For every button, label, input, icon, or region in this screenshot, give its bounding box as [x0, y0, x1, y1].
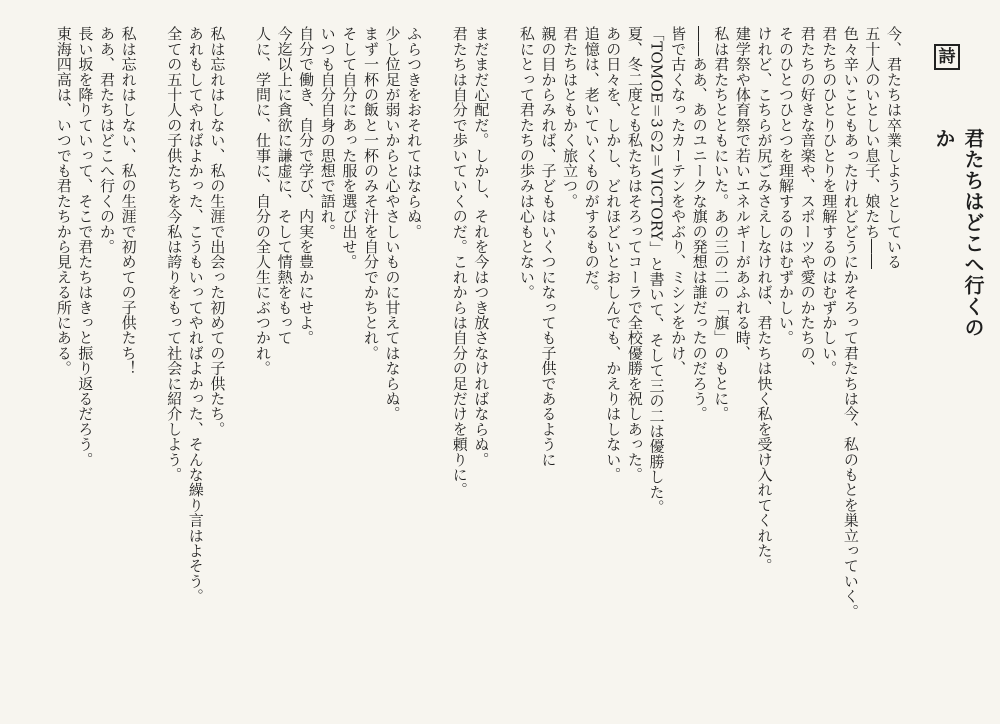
poem-line: いつも自分自身の思想で語れ。 [318, 26, 337, 239]
poem-line: 君たちのひとりひとりを理解するのはむずかしい。 [820, 26, 839, 376]
poem-line: あれもしてやればよかった、こうもいってやればよかった、そんな繰り言はよそう。 [186, 26, 205, 604]
poem-category-badge: 詩 [934, 44, 960, 70]
poem-line: 君たちはともかく旅立つ。 [561, 26, 580, 209]
poem-line: 親の目からみれば、子どもはいくつになっても子供であるように [539, 26, 558, 467]
poem-line: 皆で古くなったカーテンをやぶり、ミシンをかけ、 [669, 26, 688, 376]
poem-line: 私は君たちとともにいた。あの三の二の「旗」のもとに。 [712, 26, 731, 422]
poem-line: 東海四高は、いつでも君たちから見える所にある。 [54, 26, 73, 376]
poem-line: 色々辛いこともあったけれどどうにかそろって君たちは今、私のもとを巣立っていく。 [841, 26, 860, 619]
stanza-gap [227, 26, 251, 706]
stanza-gap [491, 26, 515, 706]
poem-line: 今迄以上に貪欲に謙虚に、そして情熱をもって [275, 26, 294, 346]
stanza-gap [28, 26, 52, 706]
poem-line: 長い坂を降りていって、そこで君たちはきっと振り返るだろう。 [76, 26, 95, 467]
poem-line: 少し位足が弱いからと心やさしいものに甘えてはならぬ。 [383, 26, 402, 422]
poem-line: まだまだ心配だ。しかし、それを今はつき放さなければならぬ。 [472, 26, 491, 467]
poem-line: 五十人のいとしい息子、娘たち―― [863, 26, 882, 270]
poem-line: まず一杯の飯と一杯のみそ汁を自分でかちとれ。 [361, 26, 380, 361]
poem-title: 君たちはどこへ行くのか [932, 128, 985, 338]
stanza-gap [424, 26, 448, 706]
poem-line: そのひとつひとつを理解するのはむずかしい。 [777, 26, 796, 346]
poem-line: 私にとって君たちの歩みは心もとない。 [517, 26, 536, 300]
poem-line: そして自分にあった服を選び出せ。 [340, 26, 359, 270]
poem-line: けれど、こちらが尻ごみさえしなければ、君たちは快く私を受け入れてくれた。 [755, 26, 774, 574]
poem-line: ――ああ、あのユニークな旗の発想は誰だったのだろう。 [690, 26, 709, 422]
stanza-gap [139, 26, 163, 706]
poem-line: 私は忘れはしない、私の生涯で出会った初めての子供たち。 [208, 26, 227, 437]
poem-line: 私は忘れはしない、私の生涯で初めての子供たち！ [119, 26, 138, 376]
poem-line: 追憶は、老いていくものがするものだ。 [582, 26, 601, 300]
poem-line: 君たちの好きな音楽や、スポーツや愛のかたちの、 [798, 26, 817, 376]
poem-line: 君たちは自分で歩いていくのだ。これからは自分の足だけを頼りに。 [450, 26, 469, 498]
poem-line: 今、君たちは卒業しようとしている [885, 26, 903, 270]
poem-line: ああ、君たちはどこへ行くのか。 [98, 26, 116, 254]
poem-line: 「TOMOE＝3の2＝VICTORY」と書いて、そして三の二は優勝した。 [647, 26, 666, 515]
poem-body [32, 26, 904, 706]
poem-line: あの日々を、しかし、どれほどいとおしんでも、かえりはしない。 [604, 26, 623, 482]
poem-line: 建学祭や体育祭で若いエネルギーがあふれる時、 [733, 26, 752, 361]
poem-line: 人に、学問に、仕事に、自分の全人生にぶつかれ。 [253, 26, 272, 376]
poem-line: ふらつきをおそれてはならぬ。 [405, 26, 424, 239]
poem-line: 全ての五十人の子供たちを今私は誇りをもって社会に紹介しよう。 [165, 26, 184, 482]
poem-line: 夏、冬二度とも私たちはそろってコーラで全校優勝を祝しあった。 [625, 26, 644, 482]
poem-line: 自分で働き、自分で学び、内実を豊かにせよ。 [297, 26, 316, 346]
